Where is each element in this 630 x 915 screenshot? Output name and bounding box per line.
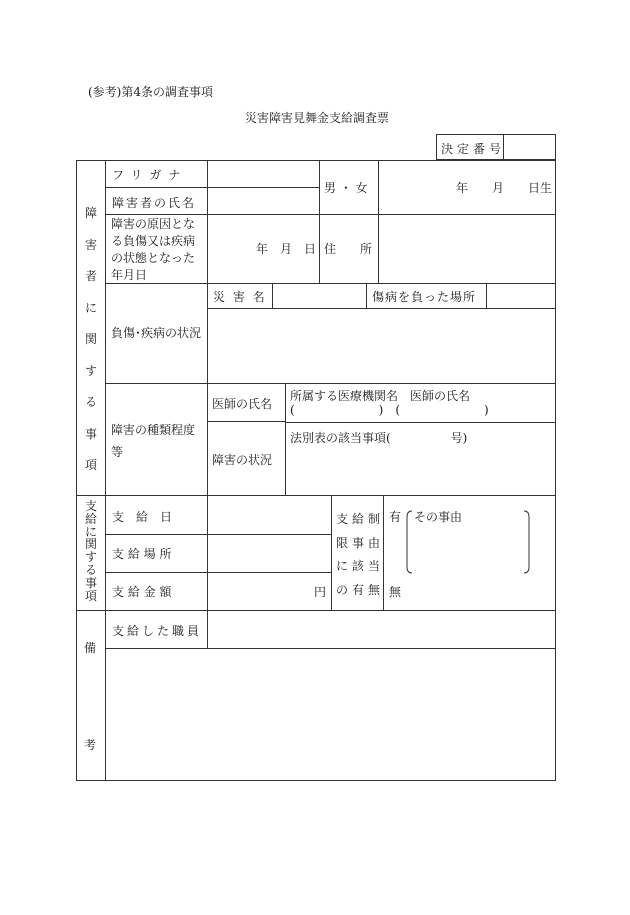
disability-type-label: 障害の種類程度等	[111, 423, 196, 459]
cause-date-label: 障害の原因となる負傷又は疾病の状態となった年月日	[111, 217, 196, 282]
injury-status-label: 負傷･疾病の状況	[111, 326, 202, 340]
disaster-name-label: 災 害 名	[213, 290, 267, 304]
restriction-no[interactable]: 無	[389, 585, 402, 599]
injury-status-field[interactable]	[208, 309, 555, 382]
reference-note: (参考)第4条の調査事項	[88, 85, 213, 99]
remarks-field[interactable]	[106, 649, 555, 780]
staff-label: 支給した職員	[112, 624, 203, 638]
payment-date-label: 支 給 日	[112, 510, 173, 524]
decision-number-label: 決定番号	[441, 142, 506, 156]
disability-status-label: 障害の状況	[212, 453, 273, 467]
institution-paren[interactable]: ( ) ( )	[290, 403, 489, 417]
furigana-label: フリガナ	[112, 168, 188, 182]
restriction-label: 支給制 限事由 に該当 の有無	[336, 512, 385, 597]
staff-field[interactable]	[208, 611, 555, 647]
payment-amount-label: 支 給 金 額	[112, 585, 172, 599]
reason-label: その事由	[414, 510, 463, 524]
restriction-yes[interactable]: 有	[389, 510, 402, 524]
remarks-label-2: 考	[84, 738, 97, 752]
form-title: 災害障害見舞金支給調査票	[244, 111, 389, 125]
payment-place-label: 支 給 場 所	[112, 547, 172, 561]
injury-place-label: 傷病を負った場所	[372, 290, 477, 304]
disaster-name-field[interactable]	[273, 284, 365, 307]
payment-date-field[interactable]	[208, 496, 330, 533]
yen-label: 円	[314, 585, 327, 599]
law-table-label[interactable]: 法別表の該当事項( 号)	[290, 431, 468, 445]
cause-date-units: 年 月 日	[256, 242, 317, 256]
institution-label: 所属する医療機関名 医師の氏名	[290, 389, 471, 403]
name-field[interactable]	[208, 188, 318, 213]
address-field[interactable]	[379, 215, 555, 282]
name-label: 障害者の氏名	[112, 196, 197, 210]
injury-place-field[interactable]	[487, 284, 555, 307]
payment-place-field[interactable]	[208, 535, 330, 571]
gender-option[interactable]: 男 ・ 女	[324, 181, 368, 195]
reason-bracket[interactable]	[402, 508, 538, 576]
furigana-field[interactable]	[208, 161, 318, 186]
payment-section-label: 支 給 に 関 す る 事 項	[84, 499, 97, 603]
remarks-label-1: 備	[84, 641, 97, 655]
doctor-name-label: 医師の氏名	[212, 397, 273, 411]
disabled-person-section-label: 障 害 者 に 関 す る 事 項	[84, 206, 97, 472]
address-label: 住 所	[324, 242, 373, 256]
birthdate-label: 年 月 日生	[456, 181, 553, 195]
payment-amount-field[interactable]	[208, 573, 330, 609]
